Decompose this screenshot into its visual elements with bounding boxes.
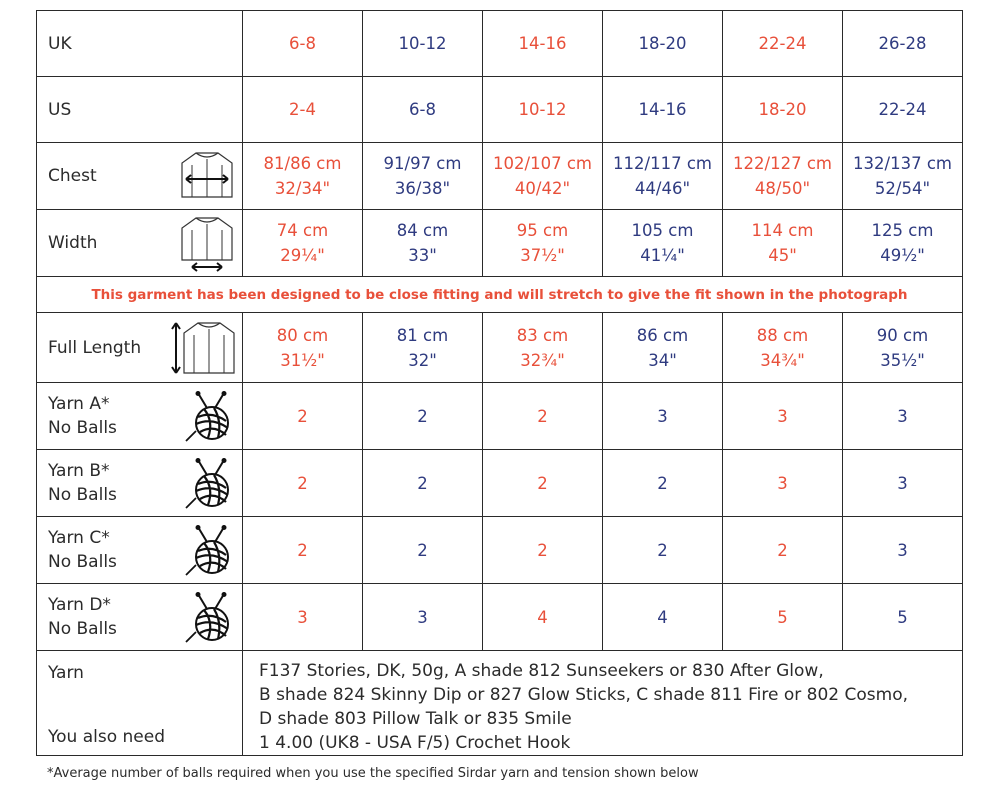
us-size: 2-4 [243, 77, 363, 143]
label-yarn-a: Yarn A* No Balls [37, 383, 243, 450]
cardigan-chest-measure-icon [180, 151, 234, 201]
uk-size: 10-12 [363, 11, 483, 77]
uk-size: 14-16 [483, 11, 603, 77]
chest-value: 132/137 cm 52/54" [843, 143, 963, 210]
us-size: 10-12 [483, 77, 603, 143]
width-value: 84 cm 33" [363, 210, 483, 277]
ball-count: 3 [603, 383, 723, 450]
length-value: 88 cm 34¾" [723, 313, 843, 383]
width-value: 114 cm 45" [723, 210, 843, 277]
length-value: 90 cm 35½" [843, 313, 963, 383]
label-yarn-c: Yarn C* No Balls [37, 517, 243, 584]
label-yarn-d: Yarn D* No Balls [37, 584, 243, 651]
ball-count: 4 [483, 584, 603, 651]
ball-count: 5 [843, 584, 963, 651]
footnote: *Average number of balls required when you use the specified Sirdar yarn and tension shown below [47, 766, 699, 781]
label-also-need: You also need [48, 727, 165, 747]
width-value: 95 cm 37½" [483, 210, 603, 277]
ball-count: 2 [723, 517, 843, 584]
us-size: 6-8 [363, 77, 483, 143]
size-table [36, 10, 963, 756]
yarn-ball-needles-icon [184, 458, 232, 510]
hook-line: 1 4.00 (UK8 - USA F/5) Crochet Hook [259, 733, 571, 753]
yarn-ball-needles-icon [184, 391, 232, 443]
chest-value: 91/97 cm 36/38" [363, 143, 483, 210]
ball-count: 2 [483, 450, 603, 517]
row-yarn-b [37, 450, 963, 517]
label-yarn-b: Yarn B* No Balls [37, 450, 243, 517]
ball-count: 5 [723, 584, 843, 651]
ball-count: 2 [243, 383, 363, 450]
label-uk: UK [37, 11, 243, 77]
ball-count: 3 [843, 450, 963, 517]
label-length: Full Length [37, 313, 243, 383]
fit-note: This garment has been designed to be close fitting and will stretch to give the fit shown in the photograph [37, 277, 963, 313]
us-size: 22-24 [843, 77, 963, 143]
label-yarn: Yarn [48, 663, 84, 683]
ball-count: 3 [363, 584, 483, 651]
ball-count: 2 [363, 517, 483, 584]
ball-count: 2 [243, 517, 363, 584]
width-value: 74 cm 29¼" [243, 210, 363, 277]
row-yarn-a [37, 383, 963, 450]
length-value: 83 cm 32¾" [483, 313, 603, 383]
uk-size: 22-24 [723, 11, 843, 77]
ball-count: 2 [243, 450, 363, 517]
row-chest [37, 143, 963, 210]
ball-count: 3 [843, 517, 963, 584]
label-width: Width [37, 210, 243, 277]
label-chest: Chest [37, 143, 243, 210]
yarn-ball-needles-icon [184, 525, 232, 577]
us-size: 14-16 [603, 77, 723, 143]
ball-count: 2 [363, 450, 483, 517]
yarn-line: D shade 803 Pillow Talk or 835 Smile [259, 709, 572, 729]
yarn-ball-needles-icon [184, 592, 232, 644]
ball-count: 2 [603, 450, 723, 517]
yarn-line: B shade 824 Skinny Dip or 827 Glow Sticks, C shade 811 Fire or 802 Cosmo, [259, 685, 908, 705]
ball-count: 4 [603, 584, 723, 651]
ball-count: 2 [483, 383, 603, 450]
label-yarn-info [37, 651, 243, 756]
ball-count: 3 [723, 383, 843, 450]
width-value: 105 cm 41¼" [603, 210, 723, 277]
yarn-description [243, 651, 963, 756]
row-yarn-info [37, 651, 963, 756]
chest-value: 112/117 cm 44/46" [603, 143, 723, 210]
ball-count: 2 [363, 383, 483, 450]
uk-size: 18-20 [603, 11, 723, 77]
us-size: 18-20 [723, 77, 843, 143]
width-value: 125 cm 49½" [843, 210, 963, 277]
row-width [37, 210, 963, 277]
length-value: 86 cm 34" [603, 313, 723, 383]
ball-count: 2 [603, 517, 723, 584]
ball-count: 2 [483, 517, 603, 584]
row-length [37, 313, 963, 383]
cardigan-length-measure-icon [170, 319, 236, 377]
ball-count: 3 [243, 584, 363, 651]
label-us: US [37, 77, 243, 143]
yarn-line: F137 Stories, DK, 50g, A shade 812 Sunseekers or 830 After Glow, [259, 661, 824, 681]
length-value: 80 cm 31½" [243, 313, 363, 383]
uk-size: 26-28 [843, 11, 963, 77]
ball-count: 3 [723, 450, 843, 517]
cardigan-width-measure-icon [180, 216, 234, 272]
row-us [37, 77, 963, 143]
uk-size: 6-8 [243, 11, 363, 77]
row-yarn-d [37, 584, 963, 651]
row-fit-note [37, 277, 963, 313]
row-yarn-c [37, 517, 963, 584]
chest-value: 102/107 cm 40/42" [483, 143, 603, 210]
length-value: 81 cm 32" [363, 313, 483, 383]
row-uk [37, 11, 963, 77]
chest-value: 81/86 cm 32/34" [243, 143, 363, 210]
chest-value: 122/127 cm 48/50" [723, 143, 843, 210]
ball-count: 3 [843, 383, 963, 450]
